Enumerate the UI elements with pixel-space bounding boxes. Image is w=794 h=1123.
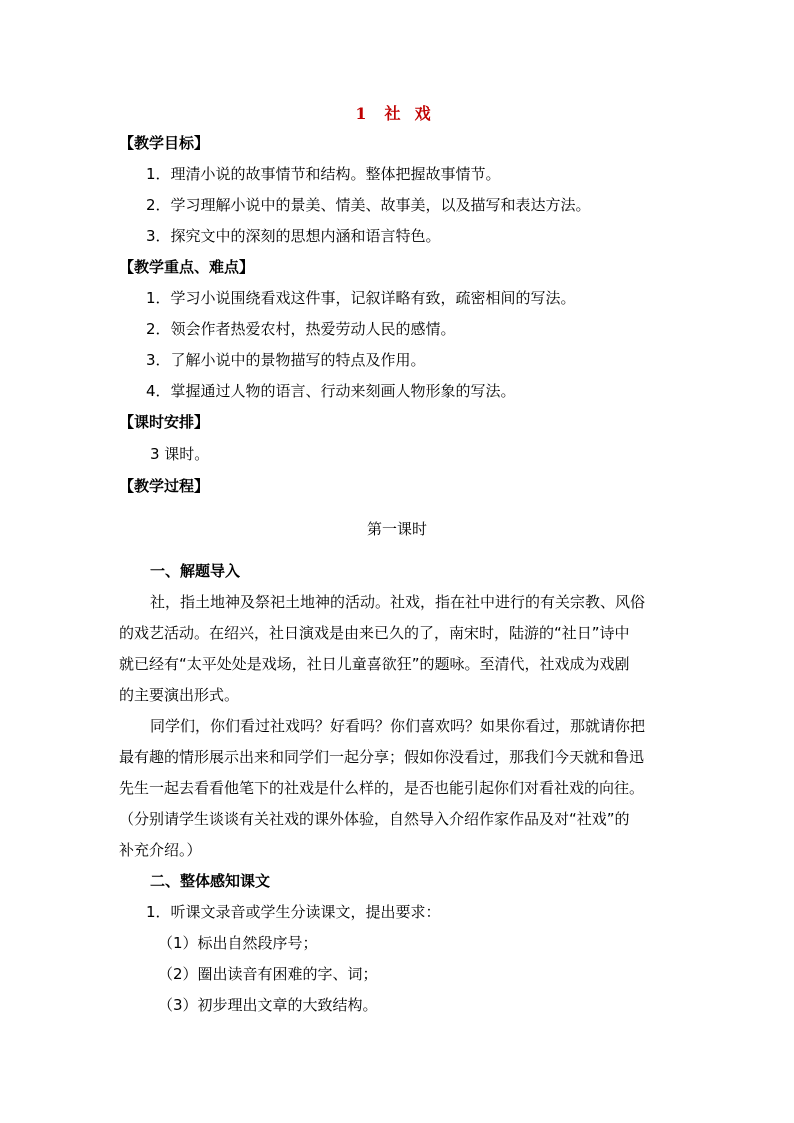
section2-subitem-3: （3）初步理出文章的大致结构。	[158, 996, 378, 1014]
objective-item-3: 3．探究文中的深刻的思想内涵和语言特色。	[146, 227, 441, 245]
key-point-item-3: 3．了解小说中的景物描写的特点及作用。	[146, 351, 426, 369]
lesson-title	[0, 101, 794, 124]
objectives-heading: 【教学目标】	[119, 134, 210, 152]
para1-line-2: 的戏艺活动。在绍兴，社日演戏是由来已久的了，南宋时，陆游的“社日”诗中	[119, 624, 630, 642]
title-char-1: 社	[384, 104, 403, 123]
objective-item-2: 2．学习理解小说中的景美、情美、故事美，以及描写和表达方法。	[146, 196, 591, 214]
section2-item-1: 1．听课文录音或学生分读课文，提出要求：	[146, 903, 441, 921]
key-point-item-1: 1．学习小说围绕看戏这件事，记叙详略有致，疏密相间的写法。	[146, 289, 576, 307]
section2-heading: 二、整体感知课文	[150, 872, 271, 890]
section2-subitem-1: （1）标出自然段序号；	[158, 934, 318, 952]
para2-line-1: 同学们，你们看过社戏吗？好看吗？你们喜欢吗？如果你看过，那就请你把	[150, 717, 646, 735]
lesson-period-title: 第一课时	[366, 520, 427, 538]
section1-heading: 一、解题导入	[150, 562, 241, 580]
para1-line-3: 就已经有“太平处处是戏场，社日儿童喜欲狂”的题咏。至清代，社戏成为戏剧	[119, 655, 630, 673]
para2-line-5: 补充介绍。）	[119, 841, 202, 859]
lesson-number: 1	[355, 104, 369, 123]
para2-line-2: 最有趣的情形展示出来和同学们一起分享；假如你没看过，那我们今天就和鲁迅	[119, 748, 645, 766]
key-points-heading: 【教学重点、难点】	[119, 258, 255, 276]
key-point-item-2: 2．领会作者热爱农村，热爱劳动人民的感情。	[146, 320, 456, 338]
schedule-text: 3 课时。	[150, 445, 210, 463]
objective-item-1: 1．理清小说的故事情节和结构。整体把握故事情节。	[146, 165, 501, 183]
para2-line-4: （分别请学生谈谈有关社戏的课外体验，自然导入介绍作家作品及对“社戏”的	[119, 810, 630, 828]
para1-line-4: 的主要演出形式。	[119, 686, 240, 704]
section2-subitem-2: （2）圈出读音有困难的字、词；	[158, 965, 378, 983]
key-point-item-4: 4．掌握通过人物的语言、行动来刻画人物形象的写法。	[146, 382, 516, 400]
title-char-2: 戏	[414, 104, 433, 123]
schedule-heading: 【课时安排】	[119, 413, 210, 431]
process-heading: 【教学过程】	[119, 477, 210, 495]
para1-line-1: 社，指土地神及祭祀土地神的活动。社戏，指在社中进行的有关宗教、风俗	[150, 593, 646, 611]
para2-line-3: 先生一起去看看他笔下的社戏是什么样的，是否也能引起你们对看社戏的向往。	[119, 779, 645, 797]
